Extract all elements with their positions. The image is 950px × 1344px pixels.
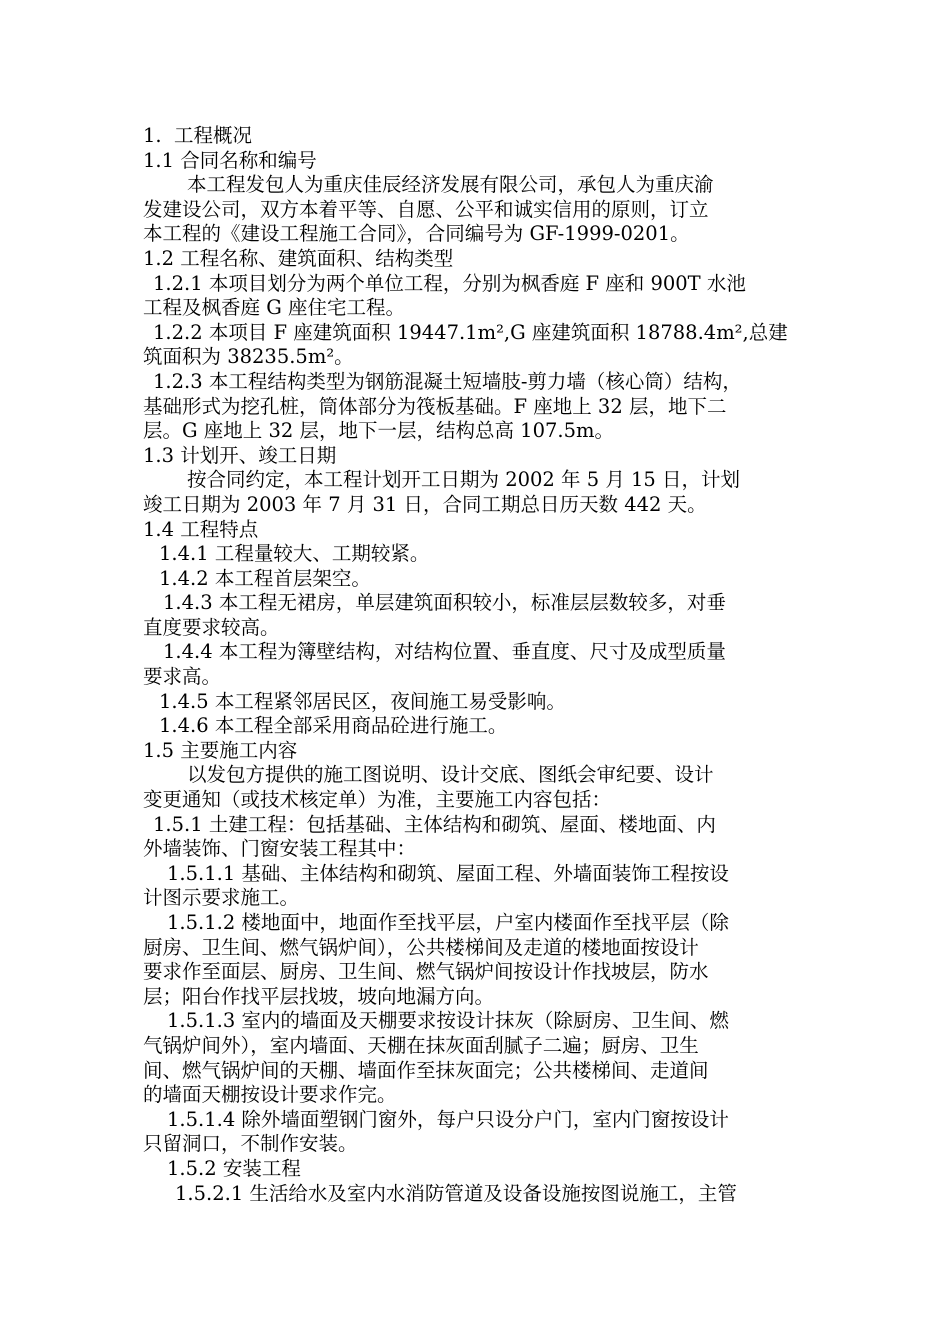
paragraph-line: 气锅炉间外），室内墙面、天棚在抹灰面刮腻子二遍；厨房、卫生 — [143, 1033, 699, 1057]
paragraph-line: 1.4.2 本工程首层架空。 — [159, 566, 371, 590]
paragraph-line: 1.4.1 工程量较大、工期较紧。 — [159, 542, 430, 566]
paragraph-line: 1.2.3 本工程结构类型为钢筋混凝土短墙肢-剪力墙（核心筒）结构， — [153, 369, 742, 393]
paragraph-line: 要求高。 — [143, 665, 222, 689]
paragraph-line: 1.5.2.1 生活给水及室内水消防管道及设备设施按图说施工，主管 — [175, 1181, 737, 1205]
section-heading: 1. 工程概况 — [143, 124, 253, 147]
paragraph-line: 1.5.1 土建工程：包括基础、主体结构和砌筑、屋面、楼地面、内 — [153, 812, 716, 836]
paragraph-line: 本工程发包人为重庆佳辰经济发展有限公司，承包人为重庆渝 — [187, 173, 714, 197]
paragraph-line: 1.4.5 本工程紧邻居民区，夜间施工易受影响。 — [159, 689, 566, 713]
paragraph-line: 基础形式为挖孔桩，筒体部分为筏板基础。F 座地上 32 层，地下二 — [143, 394, 727, 418]
paragraph-line: 本工程的《建设工程施工合同》，合同编号为 GF-1999-0201。 — [143, 222, 690, 246]
subsection-heading: 1.3 计划开、竣工日期 — [143, 443, 337, 467]
subsection-heading: 1.1 合同名称和编号 — [143, 148, 317, 172]
paragraph-line: 1.5.1.2 楼地面中，地面作至找平层，户室内楼面作至找平层（除 — [167, 911, 729, 934]
paragraph-line: 直度要求较高。 — [143, 615, 280, 639]
subsection-heading: 1.5 主要施工内容 — [143, 738, 298, 762]
paragraph-line: 工程及枫香庭 G 座住宅工程。 — [143, 296, 405, 320]
paragraph-line: 变更通知（或技术核定单）为准，主要施工内容包括： — [143, 788, 612, 812]
paragraph-line: 1.4.4 本工程为簿壁结构，对结构位置、垂直度、尺寸及成型质量 — [163, 640, 726, 664]
paragraph-line: 发建设公司，双方本着平等、自愿、公平和诚实信用的原则，订立 — [143, 197, 709, 221]
paragraph-line: 厨房、卫生间、燃气锅炉间），公共楼梯间及走道的楼地面按设计 — [143, 935, 699, 959]
paragraph-line: 要求作至面层、厨房、卫生间、燃气锅炉间按设计作找坡层，防水 — [143, 960, 709, 984]
paragraph-line: 的墙面天棚按设计要求作完。 — [143, 1083, 397, 1107]
document-page — [143, 124, 815, 1206]
paragraph-line: 1.5.2 安装工程 — [167, 1156, 301, 1180]
paragraph-line: 层。G 座地上 32 层，地下一层，结构总高 107.5m。 — [143, 419, 614, 443]
paragraph-line: 1.2.2 本项目 F 座建筑面积 19447.1m²,G 座建筑面积 18788.4m²,总建 — [153, 320, 788, 344]
paragraph-line: 1.5.1.3 室内的墙面及天棚要求按设计抹灰（除厨房、卫生间、燃 — [167, 1009, 729, 1033]
paragraph-line: 按合同约定，本工程计划开工日期为 2002 年 5 月 15 日，计划 — [187, 468, 741, 492]
paragraph-line: 1.4.3 本工程无裙房，单层建筑面积较小，标准层层数较多，对垂 — [163, 591, 726, 615]
paragraph-line: 1.5.1.1 基础、主体结构和砌筑、屋面工程、外墙面装饰工程按设 — [167, 861, 729, 885]
paragraph-line: 层；阳台作找平层找坡，坡向地漏方向。 — [143, 984, 495, 1008]
paragraph-line: 1.4.6 本工程全部采用商品砼进行施工。 — [159, 714, 508, 738]
paragraph-line: 以发包方提供的施工图说明、设计交底、图纸会审纪要、设计 — [187, 763, 714, 787]
paragraph-line: 筑面积为 38235.5m²。 — [143, 345, 354, 369]
paragraph-line: 间、燃气锅炉间的天棚、墙面作至抹灰面完；公共楼梯间、走道间 — [143, 1058, 709, 1082]
paragraph-line: 外墙装饰、门窗安装工程其中： — [143, 837, 417, 861]
paragraph-line: 1.5.1.4 除外墙面塑钢门窗外，每户只设分户门，室内门窗按设计 — [167, 1107, 729, 1131]
paragraph-line: 竣工日期为 2003 年 7 月 31 日，合同工期总日历天数 442 天。 — [143, 492, 707, 516]
paragraph-line: 计图示要求施工。 — [143, 886, 300, 910]
subsection-heading: 1.2 工程名称、建筑面积、结构类型 — [143, 246, 454, 270]
subsection-heading: 1.4 工程特点 — [143, 517, 259, 541]
paragraph-line: 只留洞口，不制作安装。 — [143, 1132, 358, 1156]
paragraph-line: 1.2.1 本项目划分为两个单位工程，分别为枫香庭 F 座和 900T 水池 — [153, 271, 746, 295]
